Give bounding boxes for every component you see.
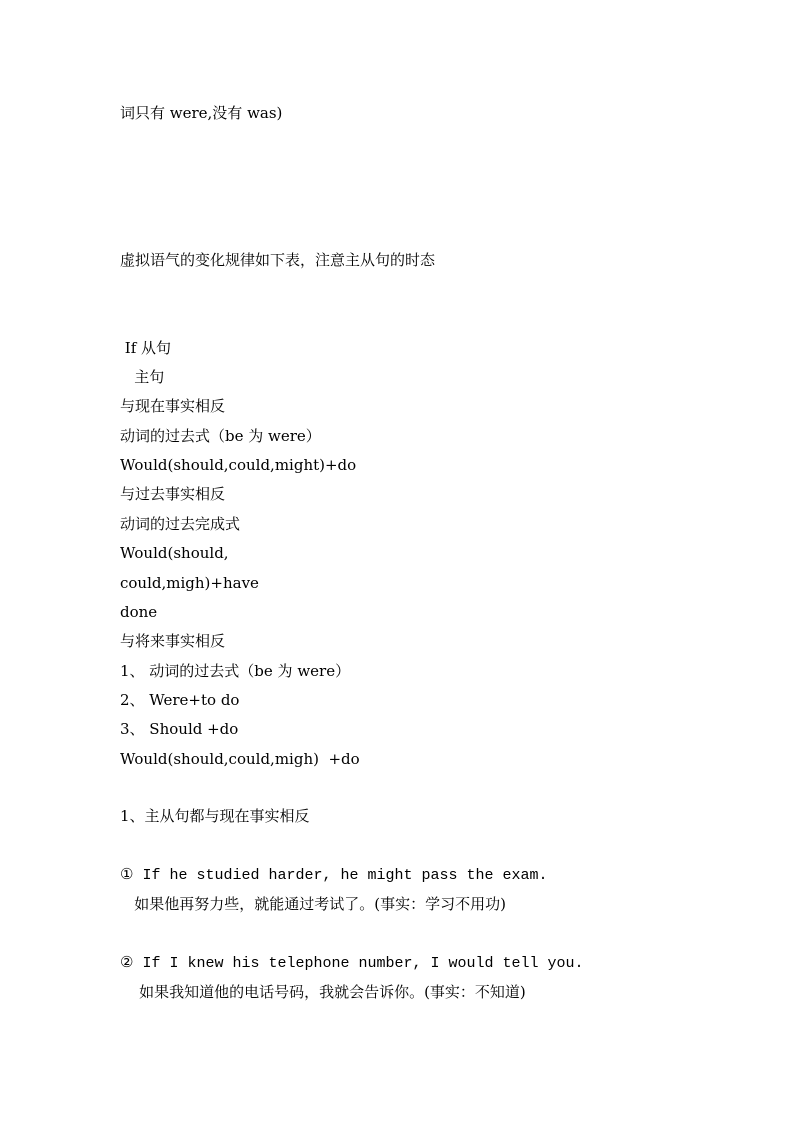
point-heading: 1、主从句都与现在事实相反 (120, 807, 310, 825)
table-cell-main-clause: Would(should,could,migh) +do (120, 750, 360, 768)
section-heading: 虚拟语气的变化规律如下表，注意主从句的时态 (120, 251, 436, 269)
example-english-sentence: ② If I knew his telephone number, I would tell you. (120, 955, 584, 972)
table-cell-if-clause: 1、 动词的过去式（be 为 were） (120, 662, 351, 680)
table-row-label: 与现在事实相反 (120, 397, 226, 415)
table-cell-if-clause: 2、 Were+to do (120, 691, 240, 709)
table-cell-main-clause: done (120, 603, 158, 621)
table-cell-main-clause: Would(should, (120, 544, 229, 562)
table-cell-if-clause: 3、 Should +do (120, 720, 239, 738)
table-row-label: 与将来事实相反 (120, 632, 226, 650)
table-cell-if-clause: 动词的过去完成式 (120, 515, 241, 533)
example-chinese-translation: 如果他再努力些，就能通过考试了。(事实：学习不用功) (120, 895, 507, 913)
example-chinese-translation: 如果我知道他的电话号码，我就会告诉你。(事实：不知道) (120, 983, 526, 1001)
table-cell-if-clause: 动词的过去式（be 为 were） (120, 427, 321, 445)
intro-tail-text: 词只有 were,没有 was) (120, 104, 283, 122)
table-header-if-clause: If 从句 (120, 339, 172, 357)
table-cell-main-clause: Would(should,could,might)+do (120, 456, 357, 474)
table-row-label: 与过去事实相反 (120, 485, 226, 503)
example-english-sentence: ① If he studied harder, he might pass the exam. (120, 867, 548, 884)
table-header-main-clause: 主句 (120, 368, 165, 386)
table-cell-main-clause: could,migh)+have (120, 574, 259, 592)
